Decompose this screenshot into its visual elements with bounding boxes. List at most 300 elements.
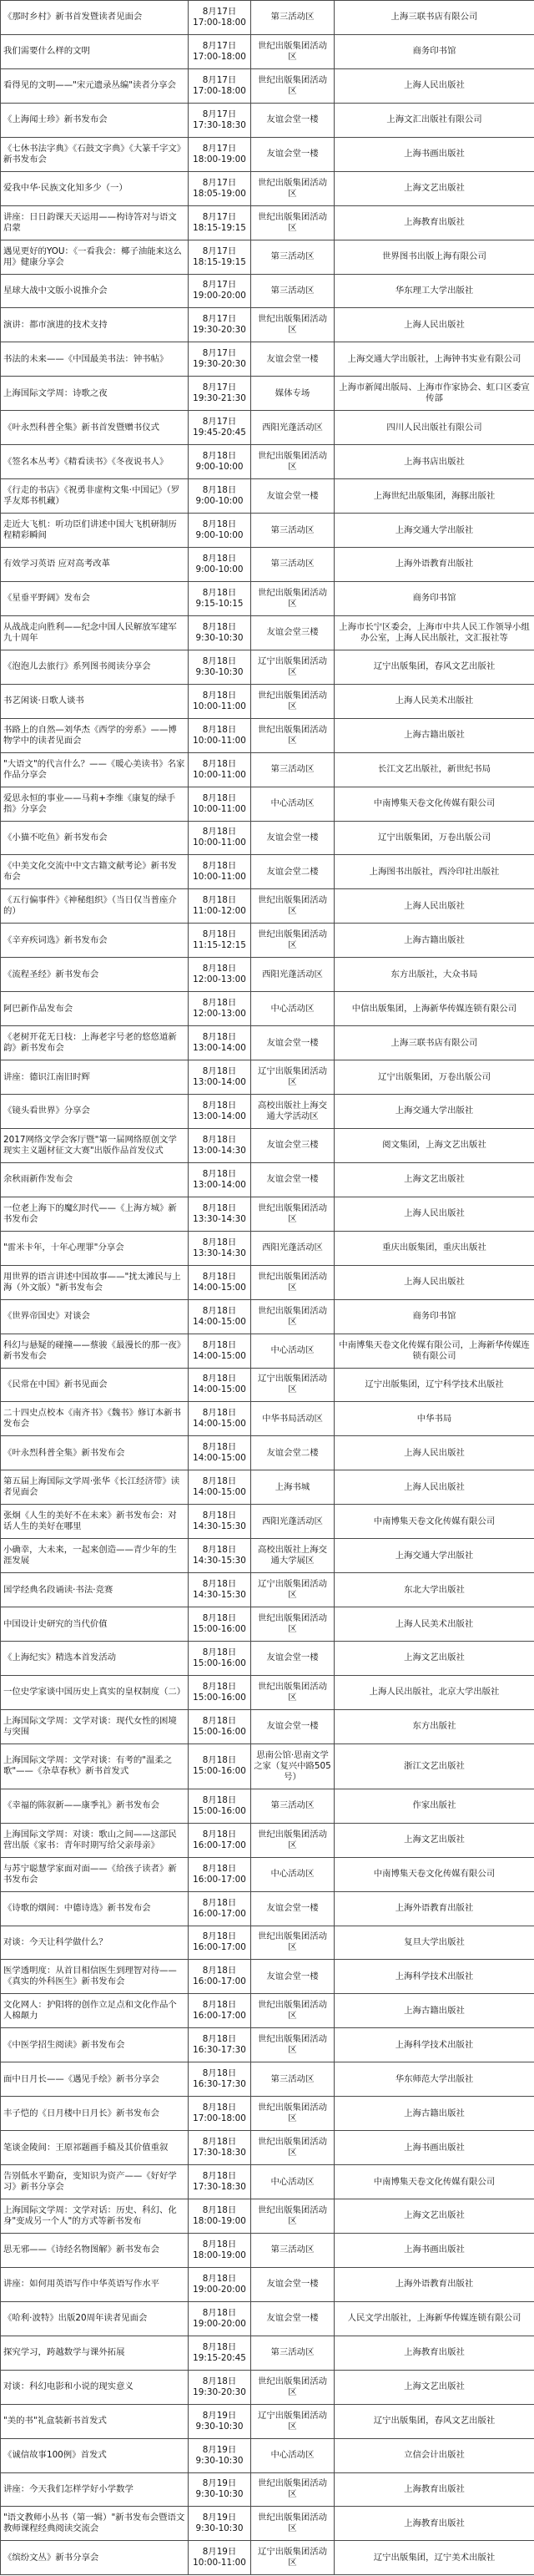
event-time bbox=[189, 2131, 251, 2165]
event-date: 8月18日 bbox=[202, 1755, 237, 1766]
event-organizer: 上海文汇出版社有限公司 bbox=[335, 103, 534, 137]
event-organizer: 商务印书馆 bbox=[335, 34, 534, 68]
event-time bbox=[189, 958, 251, 992]
event-title: 《叶永烈科普全集》新书首发暨赠书仪式 bbox=[1, 411, 189, 445]
event-hours: 17:30-18:30 bbox=[193, 2148, 246, 2158]
event-hours: 19:30-20:30 bbox=[193, 2386, 246, 2397]
event-organizer: 上海古籍出版社 bbox=[335, 924, 534, 958]
event-title: 小确幸，大未来，一起来创造——青少年的生涯发展 bbox=[1, 1539, 189, 1573]
event-hours: 9:00-10:00 bbox=[195, 462, 244, 473]
event-hours: 18:15-19:15 bbox=[193, 222, 246, 233]
event-organizer: 上海人民出版社 bbox=[335, 1436, 534, 1470]
event-time bbox=[189, 2404, 251, 2438]
schedule-row bbox=[1, 2097, 534, 2131]
event-hours: 19:00-20:00 bbox=[193, 2284, 246, 2295]
event-title: 第五届上海国际文学周·张华《长江经济带》读者见面会 bbox=[1, 1470, 189, 1505]
event-organizer: 上海文艺出版社 bbox=[335, 171, 534, 205]
schedule-row bbox=[1, 2028, 534, 2062]
event-time bbox=[189, 34, 251, 68]
event-title: 从战战走向胜利——纪念中国人民解放军建军九十周年 bbox=[1, 615, 189, 650]
event-organizer: 上海市长宁区委会，上海市中共人民工作领导小组办公室，上海人民出版社，文汇报社等 bbox=[335, 615, 534, 650]
event-title: 爱我中华·民族文化知多少（一） bbox=[1, 171, 189, 205]
event-organizer: 上海市新闻出版局、上海市作家协会、虹口区委宣传部 bbox=[335, 377, 534, 411]
schedule-row bbox=[1, 1265, 534, 1299]
event-date: 8月18日 bbox=[202, 1339, 237, 1350]
event-venue: 世纪出版集团活动区 bbox=[251, 1607, 335, 1642]
event-time bbox=[189, 377, 251, 411]
event-hours: 11:15-12:15 bbox=[193, 940, 246, 951]
event-title: 书艺闲谈·日歌人谈书 bbox=[1, 684, 189, 718]
event-hours: 10:00-11:00 bbox=[193, 838, 246, 848]
event-title: 国学经典名段诵读·书法·竞赛 bbox=[1, 1573, 189, 1607]
event-venue: 友谊会堂一楼 bbox=[251, 1891, 335, 1926]
event-date: 8月18日 bbox=[202, 1897, 237, 1908]
event-date: 8月17日 bbox=[202, 245, 237, 256]
event-time bbox=[189, 1436, 251, 1470]
event-time bbox=[189, 1891, 251, 1926]
event-organizer: 上海科学技术出版社 bbox=[335, 1960, 534, 1994]
event-hours: 18:00-19:00 bbox=[193, 154, 246, 164]
schedule-row bbox=[1, 1743, 534, 1789]
event-date: 8月18日 bbox=[202, 724, 237, 735]
event-date: 8月17日 bbox=[202, 109, 237, 119]
event-title: 思无邪——《诗经名物图解》新书发布会 bbox=[1, 2233, 189, 2267]
event-title: 星球大战中文版小说推介会 bbox=[1, 274, 189, 308]
schedule-row bbox=[1, 411, 534, 445]
event-organizer: 中南博集天卷文化传媒有限公司 bbox=[335, 2165, 534, 2199]
event-date: 8月18日 bbox=[202, 2068, 237, 2079]
schedule-row bbox=[1, 1539, 534, 1573]
event-title: 遇见更好的YOU：《一看我会：椰子油能来这么用》健康分享会 bbox=[1, 240, 189, 274]
event-venue: 友谊会堂三楼 bbox=[251, 1128, 335, 1162]
schedule-row bbox=[1, 2541, 534, 2575]
schedule-row bbox=[1, 1823, 534, 1857]
event-venue: 辽宁出版集团活动区 bbox=[251, 2404, 335, 2438]
schedule-row bbox=[1, 240, 534, 274]
schedule-row bbox=[1, 992, 534, 1026]
event-title: 走近大飞机：听功臣们讲述中国大飞机研制历程精彩瞬间 bbox=[1, 514, 189, 548]
event-hours: 18:15-19:15 bbox=[193, 256, 246, 267]
event-hours: 14:00-15:00 bbox=[193, 1316, 246, 1327]
event-organizer: 中华书局 bbox=[335, 1402, 534, 1436]
event-organizer: 东北大学出版社 bbox=[335, 1573, 534, 1607]
event-hours: 17:30-18:30 bbox=[193, 2182, 246, 2193]
schedule-row bbox=[1, 377, 534, 411]
event-hours: 14:00-15:00 bbox=[193, 1282, 246, 1293]
schedule-row bbox=[1, 1926, 534, 1960]
event-organizer: 上海文艺出版社 bbox=[335, 1642, 534, 1676]
event-venue: 辽宁出版集团活动区 bbox=[251, 2541, 335, 2575]
event-venue: 友谊会堂一楼 bbox=[251, 342, 335, 377]
event-title: 《老树开花无日枝：上海老字号老的悠悠道新韵》新书发布会 bbox=[1, 1026, 189, 1060]
event-venue: 中心活动区 bbox=[251, 1334, 335, 1368]
event-title: 《泡泡儿去旅行》系列图书阅读分享会 bbox=[1, 650, 189, 684]
event-date: 8月18日 bbox=[202, 758, 237, 769]
event-title: 《星垂平野阔》发布会 bbox=[1, 581, 189, 615]
event-title: 一位史学家谈中国历史上真实的皇权制度（二） bbox=[1, 1675, 189, 1709]
schedule-row bbox=[1, 1299, 534, 1334]
event-date: 8月18日 bbox=[202, 792, 237, 803]
event-venue: 中心活动区 bbox=[251, 2438, 335, 2472]
event-date: 8月18日 bbox=[202, 1134, 237, 1145]
event-venue: 世纪出版集团活动区 bbox=[251, 205, 335, 240]
event-date: 8月18日 bbox=[202, 621, 237, 632]
event-organizer: 华东理工大学出版社 bbox=[335, 274, 534, 308]
event-venue: 世纪出版集团活动区 bbox=[251, 1994, 335, 2028]
event-venue: 西阳光蓬活动区 bbox=[251, 411, 335, 445]
event-venue: 西阳光蓬活动区 bbox=[251, 1231, 335, 1265]
event-organizer: 中信出版集团，上海新华传媒连锁有限公司 bbox=[335, 992, 534, 1026]
event-time bbox=[189, 2199, 251, 2234]
event-organizer: 重庆出版集团，重庆出版社 bbox=[335, 1231, 534, 1265]
event-organizer: 上海人民出版社 bbox=[335, 889, 534, 924]
event-hours: 11:00-12:00 bbox=[193, 906, 246, 917]
event-date: 8月18日 bbox=[202, 553, 237, 564]
event-venue: 第三活动区 bbox=[251, 1789, 335, 1823]
event-date: 8月18日 bbox=[202, 2273, 237, 2284]
event-time bbox=[189, 1926, 251, 1960]
event-time bbox=[189, 924, 251, 958]
event-venue: 世纪出版集团活动区 bbox=[251, 2097, 335, 2131]
event-venue: 世纪出版集团活动区 bbox=[251, 2199, 335, 2234]
event-venue: 世纪出版集团活动区 bbox=[251, 1197, 335, 1231]
event-title: 《流程圣经》新书发布会 bbox=[1, 958, 189, 992]
event-organizer: 人民文学出版社，上海新华传媒连锁有限公司 bbox=[335, 2301, 534, 2336]
event-organizer: 上海人民出版社 bbox=[335, 1470, 534, 1505]
event-venue: 中心活动区 bbox=[251, 1857, 335, 1891]
event-venue: 世纪出版集团活动区 bbox=[251, 889, 335, 924]
event-time bbox=[189, 1095, 251, 1129]
schedule-row bbox=[1, 274, 534, 308]
event-title: 用世界的语言讲述中国故事——"扰太滩民与上海（外文版）"新书发布会 bbox=[1, 1265, 189, 1299]
event-hours: 13:00-14:00 bbox=[193, 1043, 246, 1054]
event-venue: 友谊会堂一楼 bbox=[251, 1709, 335, 1743]
event-hours: 9:15-10:15 bbox=[195, 598, 244, 609]
event-date: 8月18日 bbox=[202, 964, 237, 974]
schedule-row bbox=[1, 752, 534, 787]
event-date: 8月18日 bbox=[202, 1794, 237, 1805]
event-hours: 15:00-16:00 bbox=[193, 1692, 246, 1703]
event-title: 《缤纷文丛》新书分享会 bbox=[1, 2541, 189, 2575]
event-organizer: 辽宁出版集团，春风文艺出版社 bbox=[335, 2404, 534, 2438]
event-hours: 14:00-15:00 bbox=[193, 1487, 246, 1498]
event-venue: 世纪出版集团活动区 bbox=[251, 1675, 335, 1709]
event-organizer: 华东师范大学出版社 bbox=[335, 2062, 534, 2097]
event-date: 8月18日 bbox=[202, 2103, 237, 2113]
event-hours: 15:00-16:00 bbox=[193, 1805, 246, 1816]
event-time bbox=[189, 1334, 251, 1368]
event-date: 8月17日 bbox=[202, 211, 237, 222]
event-title: 《幸福的陈叙新——康季礼》新书发布会 bbox=[1, 1789, 189, 1823]
schedule-row bbox=[1, 889, 534, 924]
event-venue: 友谊会堂一楼 bbox=[251, 137, 335, 171]
event-hours: 18:05-19:00 bbox=[193, 188, 246, 199]
schedule-row bbox=[1, 1334, 534, 1368]
event-date: 8月19日 bbox=[202, 2444, 237, 2455]
event-organizer: 上海古籍出版社 bbox=[335, 2097, 534, 2131]
event-hours: 9:30-10:30 bbox=[195, 632, 244, 643]
event-date: 8月19日 bbox=[202, 2513, 237, 2523]
event-organizer: 上海人民出版社 bbox=[335, 308, 534, 342]
event-hours: 12:00-13:00 bbox=[193, 1009, 246, 1020]
event-organizer: 上海人民出版社 bbox=[335, 68, 534, 103]
event-hours: 13:00-14:00 bbox=[193, 1179, 246, 1190]
event-venue: 世纪出版集团活动区 bbox=[251, 581, 335, 615]
event-organizer: 上海书画出版社 bbox=[335, 2233, 534, 2267]
event-date: 8月18日 bbox=[202, 2376, 237, 2386]
event-hours: 13:00-14:00 bbox=[193, 1077, 246, 1088]
event-hours: 16:30-17:30 bbox=[193, 2079, 246, 2090]
event-date: 8月17日 bbox=[202, 177, 237, 188]
event-venue: 世纪出版集团活动区 bbox=[251, 2028, 335, 2062]
event-date: 8月18日 bbox=[202, 690, 237, 701]
event-hours: 16:00-17:00 bbox=[193, 1976, 246, 1987]
event-time bbox=[189, 1642, 251, 1676]
event-time bbox=[189, 615, 251, 650]
event-title: 《那时乡村》新书首发暨读者见面会 bbox=[1, 1, 189, 35]
schedule-row bbox=[1, 2199, 534, 2234]
event-title: 《中医学招生阅读》新书发布会 bbox=[1, 2028, 189, 2062]
event-title: 上海国际文学周：诗歌之夜 bbox=[1, 377, 189, 411]
event-organizer: 中南博集天卷文化传媒有限公司 bbox=[335, 1857, 534, 1891]
event-time bbox=[189, 342, 251, 377]
event-date: 8月17日 bbox=[202, 74, 237, 85]
event-time bbox=[189, 2507, 251, 2541]
schedule-row bbox=[1, 1436, 534, 1470]
event-time bbox=[189, 2062, 251, 2097]
event-organizer: 商务印书馆 bbox=[335, 581, 534, 615]
event-organizer: 辽宁出版集团，万卷出版公司 bbox=[335, 1060, 534, 1095]
event-time bbox=[189, 240, 251, 274]
event-time bbox=[189, 1960, 251, 1994]
schedule-row bbox=[1, 2165, 534, 2199]
schedule-row bbox=[1, 1095, 534, 1129]
schedule-row bbox=[1, 684, 534, 718]
schedule-row bbox=[1, 514, 534, 548]
schedule-row bbox=[1, 445, 534, 479]
event-title: 对谈：科幻电影和小说的现实意义 bbox=[1, 2370, 189, 2404]
event-time bbox=[189, 445, 251, 479]
event-hours: 12:00-13:00 bbox=[193, 974, 246, 985]
event-hours: 15:00-16:00 bbox=[193, 1624, 246, 1635]
schedule-row bbox=[1, 137, 534, 171]
event-venue: 友谊会堂三楼 bbox=[251, 615, 335, 650]
schedule-row bbox=[1, 68, 534, 103]
event-hours: 16:00-17:00 bbox=[193, 1840, 246, 1850]
event-organizer: 上海文艺出版社 bbox=[335, 2370, 534, 2404]
schedule-row bbox=[1, 581, 534, 615]
event-organizer: 上海人民美术出版社 bbox=[335, 1607, 534, 1642]
event-title: 《诗歌的烟间：中德诗选》新书发布会 bbox=[1, 1891, 189, 1926]
schedule-row bbox=[1, 2507, 534, 2541]
event-hours: 17:30-18:30 bbox=[193, 119, 246, 130]
event-venue: 高校出版社上海交通大学展区 bbox=[251, 1539, 335, 1573]
event-hours: 18:00-19:00 bbox=[193, 2215, 246, 2226]
event-venue: 第三活动区 bbox=[251, 240, 335, 274]
event-hours: 10:00-11:00 bbox=[193, 769, 246, 780]
event-date: 8月17日 bbox=[202, 417, 237, 428]
event-organizer: 中南博集天卷文化传媒有限公司 bbox=[335, 1505, 534, 1539]
event-time bbox=[189, 411, 251, 445]
schedule-row bbox=[1, 1607, 534, 1642]
event-date: 8月18日 bbox=[202, 895, 237, 906]
event-date: 8月17日 bbox=[202, 314, 237, 325]
event-date: 8月18日 bbox=[202, 1100, 237, 1111]
event-time bbox=[189, 2267, 251, 2301]
event-hours: 10:00-11:00 bbox=[193, 803, 246, 814]
event-organizer: 上海古籍出版社 bbox=[335, 1994, 534, 2028]
event-date: 8月19日 bbox=[202, 2547, 237, 2558]
event-organizer: 上海科学技术出版社 bbox=[335, 2028, 534, 2062]
schedule-row bbox=[1, 1994, 534, 2028]
event-venue: 西阳光蓬活动区 bbox=[251, 1505, 335, 1539]
event-organizer: 上海人民出版社 bbox=[335, 1265, 534, 1299]
event-organizer: 上海交通大学出版社 bbox=[335, 1095, 534, 1129]
event-organizer: 上海书店出版社 bbox=[335, 445, 534, 479]
event-date: 8月18日 bbox=[202, 519, 237, 530]
event-date: 8月18日 bbox=[202, 451, 237, 462]
event-time bbox=[189, 2370, 251, 2404]
event-time bbox=[189, 821, 251, 855]
event-hours: 16:30-17:30 bbox=[193, 2045, 246, 2056]
event-date: 8月19日 bbox=[202, 2478, 237, 2489]
event-venue: 友谊会堂二楼 bbox=[251, 855, 335, 889]
schedule-row bbox=[1, 479, 534, 514]
event-organizer: 上海交通大学出版社 bbox=[335, 514, 534, 548]
event-hours: 16:00-17:00 bbox=[193, 2011, 246, 2022]
event-venue: 友谊会堂一楼 bbox=[251, 103, 335, 137]
event-hours: 16:00-17:00 bbox=[193, 1942, 246, 1953]
schedule-row bbox=[1, 718, 534, 752]
event-date: 8月17日 bbox=[202, 143, 237, 154]
event-hours: 13:00-14:00 bbox=[193, 1111, 246, 1121]
event-time bbox=[189, 787, 251, 821]
event-time bbox=[189, 684, 251, 718]
event-organizer: 作家出版社 bbox=[335, 1789, 534, 1823]
schedule-row bbox=[1, 1231, 534, 1265]
event-time bbox=[189, 718, 251, 752]
event-time bbox=[189, 1743, 251, 1789]
event-organizer: 上海文艺出版社 bbox=[335, 1823, 534, 1857]
schedule-row bbox=[1, 2062, 534, 2097]
schedule-row bbox=[1, 650, 534, 684]
event-organizer: 上海人民出版社，北京大学出版社 bbox=[335, 1675, 534, 1709]
event-hours: 17:00-18:00 bbox=[193, 85, 246, 96]
schedule-row bbox=[1, 308, 534, 342]
schedule-row bbox=[1, 1857, 534, 1891]
event-date: 8月18日 bbox=[202, 2171, 237, 2182]
event-time bbox=[189, 1060, 251, 1095]
event-title: 《上海纪实》精选本首发活动 bbox=[1, 1642, 189, 1676]
event-title: 讲座：德识江南旧时辉 bbox=[1, 1060, 189, 1095]
event-venue: 上海书城 bbox=[251, 1470, 335, 1505]
event-date: 8月18日 bbox=[202, 485, 237, 496]
event-title: 阿巴新作品发布会 bbox=[1, 992, 189, 1026]
event-time bbox=[189, 274, 251, 308]
event-venue: 世纪出版集团活动区 bbox=[251, 684, 335, 718]
event-title: 《五行偏事件》《神秘组织》（当日仅当普座介的） bbox=[1, 889, 189, 924]
event-organizer: 上海交通大学出版社 bbox=[335, 1539, 534, 1573]
event-hours: 19:00-20:00 bbox=[193, 2318, 246, 2329]
event-title: 《哈利·波特》出版20周年读者见面会 bbox=[1, 2301, 189, 2336]
event-date: 8月18日 bbox=[202, 587, 237, 598]
event-date: 8月17日 bbox=[202, 280, 237, 291]
event-title: 《诚信故事100例》首发式 bbox=[1, 2438, 189, 2472]
event-organizer: 上海教育出版社 bbox=[335, 205, 534, 240]
event-time bbox=[189, 992, 251, 1026]
event-date: 8月18日 bbox=[202, 1863, 237, 1874]
event-organizer: 四川人民出版社有限公司 bbox=[335, 411, 534, 445]
event-hours: 10:00-11:00 bbox=[193, 872, 246, 883]
event-hours: 14:00-15:00 bbox=[193, 1419, 246, 1430]
event-organizer: 复旦大学出版社 bbox=[335, 1926, 534, 1960]
event-title: "美的书"礼盒装新书首发式 bbox=[1, 2404, 189, 2438]
event-date: 8月18日 bbox=[202, 1545, 237, 1556]
event-organizer: 中南博集天卷文化传媒有限公司 bbox=[335, 787, 534, 821]
event-time bbox=[189, 581, 251, 615]
event-venue: 第三活动区 bbox=[251, 2336, 335, 2370]
event-venue: 友谊会堂一楼 bbox=[251, 821, 335, 855]
schedule-row bbox=[1, 924, 534, 958]
event-organizer: 上海书画出版社 bbox=[335, 137, 534, 171]
event-title: 面中日月长——《遇见手绘》新书分享会 bbox=[1, 2062, 189, 2097]
event-hours: 14:00-15:00 bbox=[193, 1453, 246, 1464]
event-organizer: 上海人民美术出版社 bbox=[335, 684, 534, 718]
event-title: 《中美文化交流中中文古籍文献考论》新书发布会 bbox=[1, 855, 189, 889]
event-date: 8月17日 bbox=[202, 6, 237, 17]
event-title: 笔谈金陵间：王原祁题画手稿及其价值重叙 bbox=[1, 2131, 189, 2165]
event-venue: 世纪出版集团活动区 bbox=[251, 1299, 335, 1334]
schedule-row bbox=[1, 855, 534, 889]
event-title: 医学透明度：从首目相信医生到理智对待——《真实的外科医生》新书发布会 bbox=[1, 1960, 189, 1994]
event-title: 对谈：今天让科学做什么？ bbox=[1, 1926, 189, 1960]
event-title: 《小猫不吃鱼》新书发布会 bbox=[1, 821, 189, 855]
schedule-row bbox=[1, 1, 534, 35]
event-time bbox=[189, 548, 251, 582]
event-hours: 10:00-11:00 bbox=[193, 2558, 246, 2568]
event-hours: 14:30-15:30 bbox=[193, 1556, 246, 1566]
event-venue: 友谊会堂一楼 bbox=[251, 1960, 335, 1994]
event-title: 《世界帝国史》对谈会 bbox=[1, 1299, 189, 1334]
event-title: 看得见的文明——"宋元遗录丛编"读者分享会 bbox=[1, 68, 189, 103]
schedule-body bbox=[1, 1, 534, 2575]
event-date: 8月18日 bbox=[202, 1681, 237, 1692]
event-organizer: 辽宁出版集团，春风文艺出版社 bbox=[335, 650, 534, 684]
event-organizer: 上海三联书店有限公司 bbox=[335, 1, 534, 35]
event-date: 8月18日 bbox=[202, 1032, 237, 1043]
schedule-row bbox=[1, 2233, 534, 2267]
event-title: 余秋雨新作发布会 bbox=[1, 1162, 189, 1197]
schedule-row bbox=[1, 1573, 534, 1607]
event-hours: 16:00-17:00 bbox=[193, 1908, 246, 1919]
event-hours: 14:30-15:30 bbox=[193, 1590, 246, 1601]
event-venue: 世纪出版集团活动区 bbox=[251, 1926, 335, 1960]
event-hours: 9:30-10:30 bbox=[195, 2421, 244, 2432]
event-venue: 友谊会堂一楼 bbox=[251, 1642, 335, 1676]
event-time bbox=[189, 855, 251, 889]
event-title: 书路上的自然—刘华杰《西学的旁系》——博物学中的读者见面会 bbox=[1, 718, 189, 752]
schedule-row bbox=[1, 1368, 534, 1402]
event-date: 8月18日 bbox=[202, 1511, 237, 1521]
event-title: 爱思永恒的事业——马莉+李维《康复的绿手指》分享会 bbox=[1, 787, 189, 821]
event-hours: 19:30-21:30 bbox=[193, 393, 246, 404]
event-time bbox=[189, 1505, 251, 1539]
event-time bbox=[189, 2541, 251, 2575]
event-time bbox=[189, 1573, 251, 1607]
event-hours: 15:00-16:00 bbox=[193, 1766, 246, 1777]
event-time bbox=[189, 2438, 251, 2472]
schedule-row bbox=[1, 2267, 534, 2301]
